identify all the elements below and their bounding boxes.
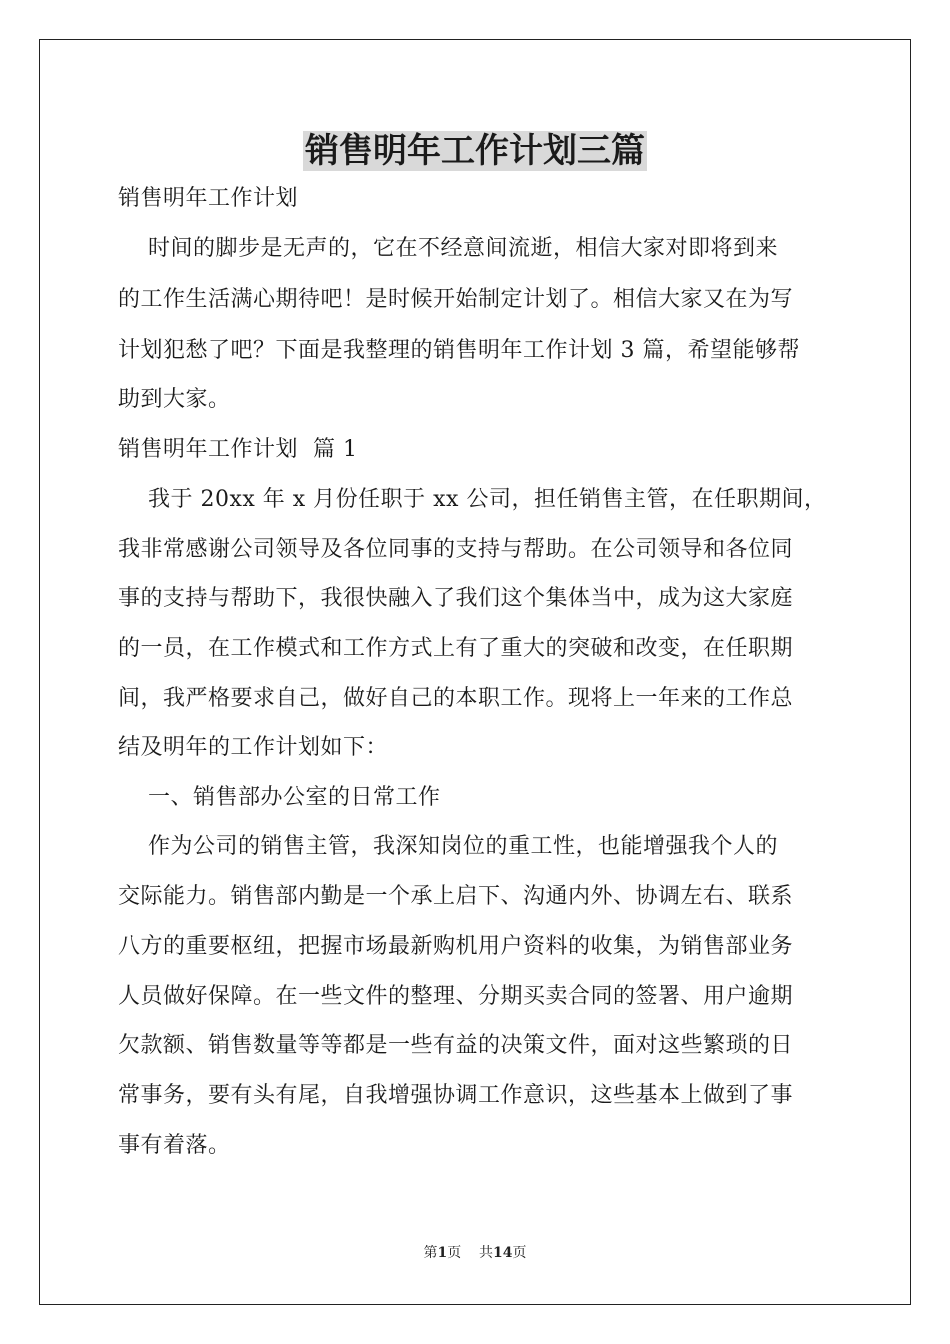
current-page-number: 1 <box>437 1245 448 1261</box>
page-footer <box>0 1243 950 1263</box>
body-line: 的工作生活满心期待吧！是时候开始制定计划了。相信大家又在为写 <box>118 287 794 312</box>
footer-mid: 页 共 <box>447 1245 494 1261</box>
body-line: 八方的重要枢纽，把握市场最新购机用户资料的收集，为销售部业务 <box>118 934 794 959</box>
document-title: 销售明年工作计划三篇 <box>305 131 645 171</box>
body-line: 销售明年工作计划 <box>118 186 299 211</box>
body-line: 事的支持与帮助下，我很快融入了我们这个集体当中，成为这大家庭 <box>118 586 794 611</box>
body-line: 常事务，要有头有尾，自我增强协调工作意识，这些基本上做到了事 <box>118 1083 794 1108</box>
body-line: 作为公司的销售主管，我深知岗位的重工性，也能增强我个人的 <box>118 834 778 859</box>
total-page-count: 14 <box>493 1245 513 1261</box>
body-line: 我于 20xx 年 x 月份任职于 xx 公司，担任销售主管，在任职期间， <box>118 487 827 512</box>
page-border <box>39 39 911 1305</box>
body-line: 销售明年工作计划 篇 1 <box>118 437 358 462</box>
body-line: 我非常感谢公司领导及各位同事的支持与帮助。在公司领导和各位同 <box>118 537 794 562</box>
body-line: 结及明年的工作计划如下： <box>118 735 389 760</box>
body-line: 交际能力。销售部内勤是一个承上启下、沟通内外、协调左右、联系 <box>118 884 794 909</box>
body-line: 间，我严格要求自己，做好自己的本职工作。现将上一年来的工作总 <box>118 686 794 711</box>
body-line: 的一员，在工作模式和工作方式上有了重大的突破和改变，在任职期 <box>118 636 794 661</box>
body-line: 事有着落。 <box>118 1133 231 1158</box>
body-line: 一、销售部办公室的日常工作 <box>118 785 441 810</box>
body-line: 计划犯愁了吧？下面是我整理的销售明年工作计划 3 篇，希望能够帮 <box>118 338 800 363</box>
body-line: 欠款额、销售数量等等都是一些有益的决策文件，面对这些繁琐的日 <box>118 1033 794 1058</box>
footer-suffix: 页 <box>512 1245 527 1261</box>
body-line: 助到大家。 <box>118 387 231 412</box>
body-line: 人员做好保障。在一些文件的整理、分期买卖合同的签署、用户逾期 <box>118 984 794 1009</box>
footer-prefix: 第 <box>423 1245 438 1261</box>
body-line: 时间的脚步是无声的，它在不经意间流逝，相信大家对即将到来 <box>118 236 778 261</box>
